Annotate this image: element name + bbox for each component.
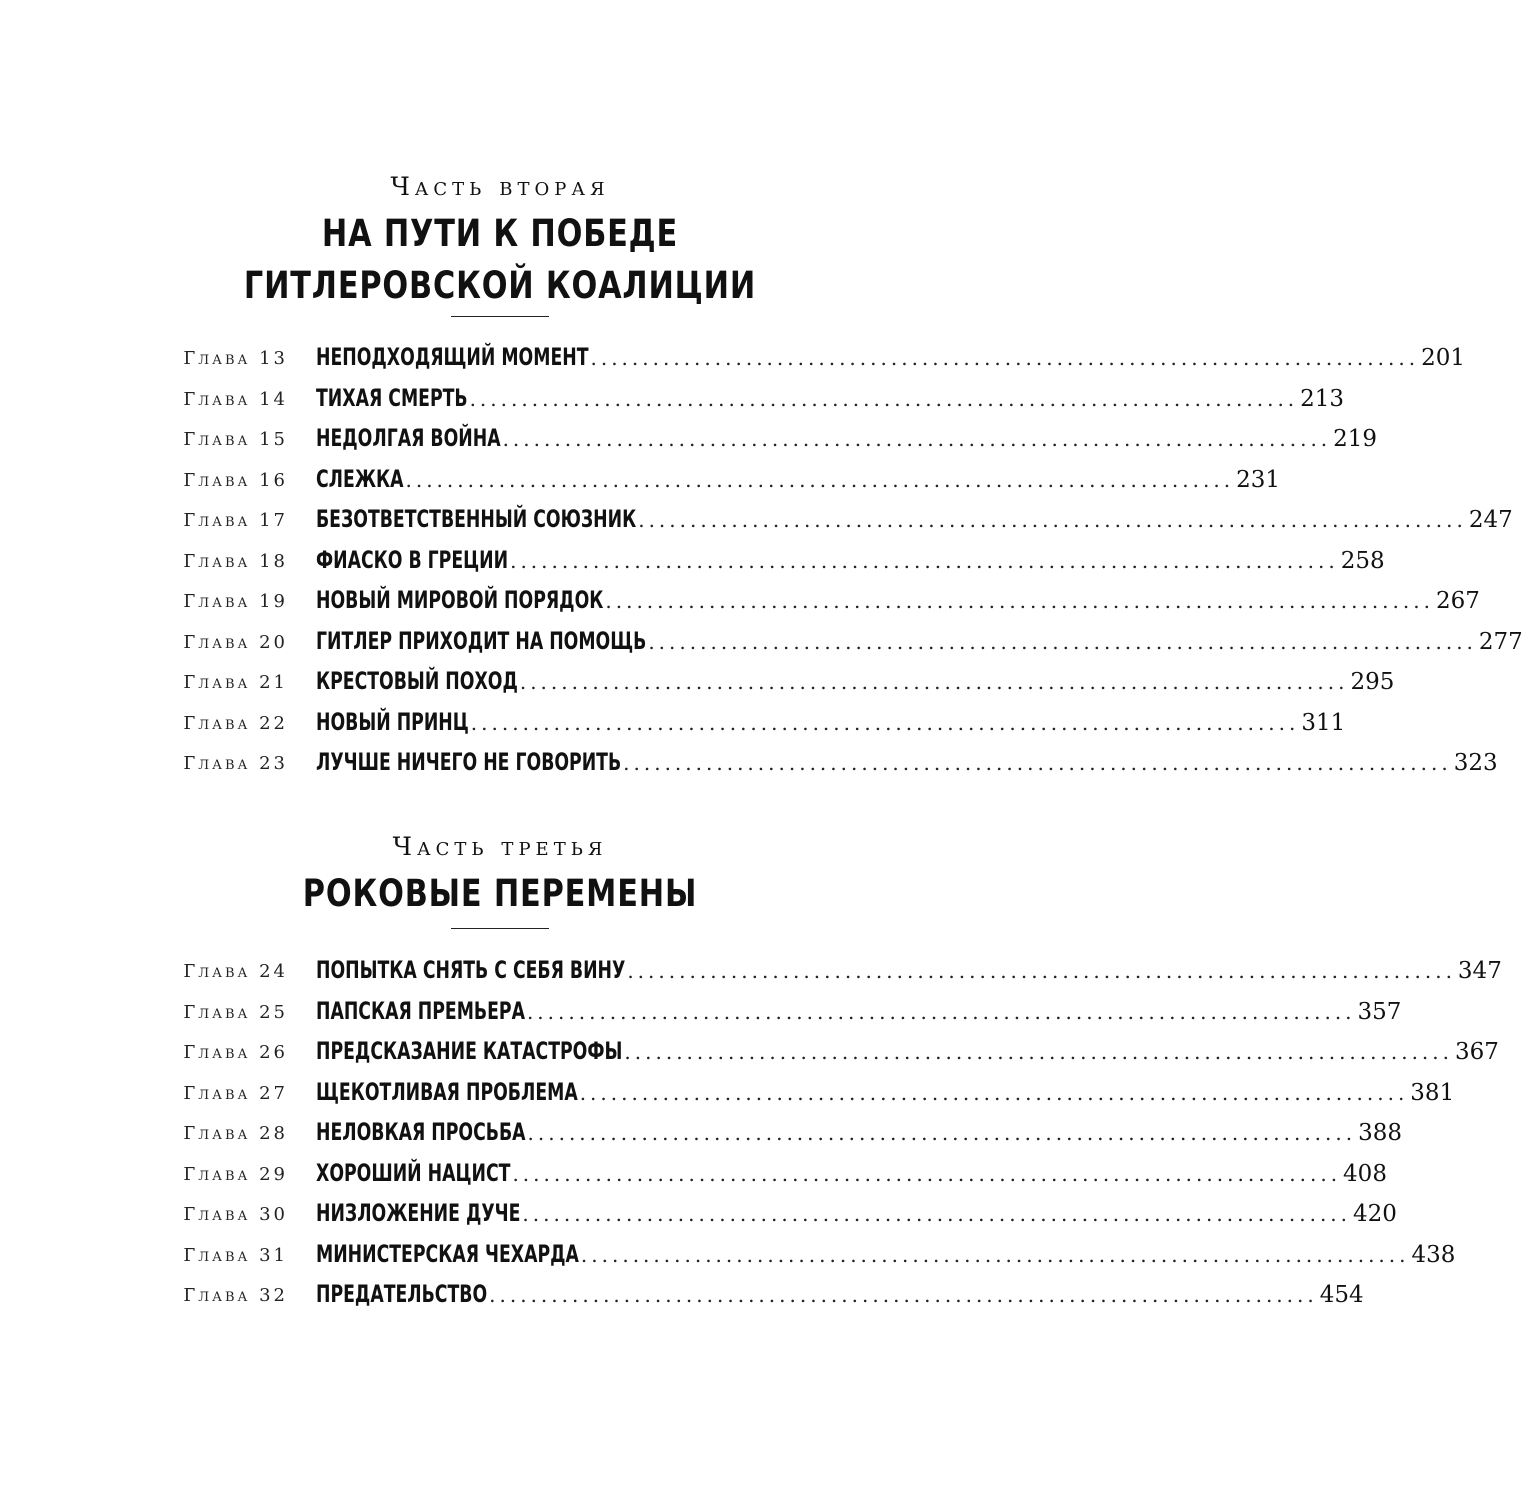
toc-entry xyxy=(0,745,1498,786)
chapter-title-wrap xyxy=(316,1237,579,1271)
page-number: 258 xyxy=(1340,547,1385,574)
chapter-label: Глава 29 xyxy=(183,1163,288,1185)
dot-leader: ................................................................................ xyxy=(605,589,1434,613)
dot-leader: ................................................................................ xyxy=(502,427,1332,451)
chapter-label: Глава 16 xyxy=(183,469,288,491)
chapter-entry xyxy=(316,502,1513,538)
chapter-title: НЕПОДХОДЯЩИЙ МОМЕНТ xyxy=(316,343,589,371)
toc-entry xyxy=(0,1034,1499,1075)
chapter-title: ПРЕДАТЕЛЬСТВО xyxy=(316,1280,488,1308)
toc-entry xyxy=(0,502,1513,543)
section-divider xyxy=(451,928,549,929)
chapter-title: ТИХАЯ СМЕРТЬ xyxy=(316,383,468,412)
chapter-title-wrap xyxy=(316,1196,520,1230)
chapter-title-wrap xyxy=(316,953,625,987)
page-number: 347 xyxy=(1457,958,1502,984)
chapter-title: ЛУЧШЕ НИЧЕГО НЕ ГОВОРИТЬ xyxy=(316,748,622,776)
chapter-entry xyxy=(316,1237,1456,1273)
chapter-label: Глава 23 xyxy=(183,753,288,774)
chapter-title-wrap xyxy=(316,583,603,617)
chapter-entry xyxy=(316,1034,1499,1070)
section-divider xyxy=(451,316,549,317)
chapter-title-wrap xyxy=(316,462,403,496)
chapter-title: НОВЫЙ МИРОВОЙ ПОРЯДОК xyxy=(316,586,604,614)
page-number: 247 xyxy=(1468,507,1513,533)
chapter-entry xyxy=(316,462,1280,498)
chapter-title: НИЗЛОЖЕНИЕ ДУЧЕ xyxy=(316,1199,521,1227)
chapter-entry xyxy=(316,664,1395,700)
chapter-title-wrap xyxy=(316,705,469,739)
dot-leader: ................................................................................ xyxy=(469,386,1299,411)
page-number: 231 xyxy=(1236,466,1280,493)
page-number: 295 xyxy=(1350,669,1395,695)
chapter-title-wrap xyxy=(316,624,646,658)
chapter-title: НЕДОЛГАЯ ВОЙНА xyxy=(316,424,501,452)
part-title-line: НА ПУТИ К ПОБЕДЕ xyxy=(321,212,679,255)
chapter-label: Глава 30 xyxy=(183,1204,288,1225)
chapter-label: Глава 24 xyxy=(183,961,288,982)
chapter-entry xyxy=(316,421,1378,457)
page-number: 454 xyxy=(1319,1282,1364,1308)
chapter-title: ГИТЛЕР ПРИХОДИТ НА ПОМОЩЬ xyxy=(316,626,647,655)
chapter-title: МИНИСТЕРСКАЯ ЧЕХАРДА xyxy=(316,1239,579,1268)
part-title-line: РОКОВЫЕ ПЕРЕМЕНЫ xyxy=(302,872,698,915)
part-header xyxy=(0,172,1000,312)
part-header xyxy=(0,832,1000,920)
chapter-label: Глава 27 xyxy=(183,1082,288,1104)
chapter-title-wrap xyxy=(316,340,588,374)
chapter-label: Глава 22 xyxy=(183,712,288,734)
chapter-title: НОВЫЙ ПРИНЦ xyxy=(316,707,469,736)
dot-leader: ................................................................................ xyxy=(470,710,1300,735)
chapter-title-wrap xyxy=(316,543,508,577)
page-number: 420 xyxy=(1353,1201,1397,1227)
dot-leader: ................................................................................ xyxy=(590,346,1420,370)
toc-entry xyxy=(0,1115,1403,1156)
chapter-label: Глава 15 xyxy=(183,429,288,450)
chapter-entry xyxy=(316,745,1498,781)
page-number: 277 xyxy=(1478,628,1523,655)
toc-entry xyxy=(0,583,1480,624)
dot-leader: ................................................................................ xyxy=(579,1080,1409,1105)
chapter-label: Глава 17 xyxy=(183,510,288,531)
chapter-entry xyxy=(316,1115,1403,1151)
chapter-title: ХОРОШИЙ НАЦИСТ xyxy=(316,1158,511,1187)
chapter-title-wrap xyxy=(316,1034,622,1068)
toc-entry xyxy=(0,994,1402,1035)
chapter-label: Глава 31 xyxy=(183,1244,288,1266)
toc-entry xyxy=(0,340,1465,381)
dot-leader: ................................................................................ xyxy=(519,670,1349,694)
chapter-title: ПОПЫТКА СНЯТЬ С СЕБЯ ВИНУ xyxy=(316,956,626,984)
part-label: Часть третья xyxy=(392,832,608,861)
chapter-title: ПАПСКАЯ ПРЕМЬЕРА xyxy=(316,996,525,1025)
dot-leader: ................................................................................ xyxy=(405,467,1235,492)
chapter-title: БЕЗОТВЕТСТВЕННЫЙ СОЮЗНИК xyxy=(316,505,637,533)
toc-entry xyxy=(0,624,1523,665)
dot-leader: ................................................................................ xyxy=(526,999,1356,1024)
dot-leader: ................................................................................ xyxy=(627,959,1456,983)
dot-leader: ................................................................................ xyxy=(510,548,1339,573)
chapter-entry xyxy=(316,543,1385,579)
chapter-title-wrap xyxy=(316,502,636,536)
table-of-contents xyxy=(0,953,1502,1318)
page-number: 408 xyxy=(1343,1160,1387,1187)
chapter-label: Глава 32 xyxy=(183,1285,288,1306)
chapter-entry xyxy=(316,953,1502,989)
chapter-title-wrap xyxy=(316,1277,487,1311)
page-number: 201 xyxy=(1421,345,1465,371)
chapter-title-wrap xyxy=(316,1115,526,1149)
toc-entry xyxy=(0,1075,1455,1116)
chapter-label: Глава 13 xyxy=(183,348,288,369)
page-number: 357 xyxy=(1357,998,1402,1025)
chapter-entry xyxy=(316,340,1465,376)
chapter-label: Глава 18 xyxy=(183,550,288,572)
dot-leader: ................................................................................ xyxy=(623,751,1452,775)
toc-entry xyxy=(0,421,1378,462)
toc-entry xyxy=(0,1156,1387,1197)
dot-leader: ................................................................................ xyxy=(527,1121,1357,1145)
chapter-label: Глава 21 xyxy=(183,672,288,693)
chapter-entry xyxy=(316,583,1480,619)
dot-leader: ................................................................................ xyxy=(624,1040,1453,1064)
chapter-entry xyxy=(316,994,1402,1030)
chapter-entry xyxy=(316,1277,1364,1313)
chapter-title: ФИАСКО В ГРЕЦИИ xyxy=(316,545,509,574)
part-title xyxy=(90,208,910,312)
page-number: 438 xyxy=(1411,1241,1456,1268)
page-number: 267 xyxy=(1435,588,1480,614)
page-number: 381 xyxy=(1410,1079,1455,1106)
part-title xyxy=(90,868,910,920)
toc-entry xyxy=(0,664,1395,705)
chapter-entry xyxy=(316,381,1345,417)
toc-entry xyxy=(0,953,1502,994)
chapter-label: Глава 19 xyxy=(183,591,288,612)
page-number: 323 xyxy=(1453,750,1498,776)
dot-leader: ................................................................................ xyxy=(522,1202,1352,1226)
page-number: 311 xyxy=(1301,709,1346,736)
toc-entry xyxy=(0,1196,1397,1237)
dot-leader: ................................................................................ xyxy=(638,508,1467,532)
part-title-line: ГИТЛЕРОВСКОЙ КОАЛИЦИИ xyxy=(243,264,757,307)
chapter-title: СЛЕЖКА xyxy=(316,464,404,493)
toc-entry xyxy=(0,1277,1364,1318)
chapter-title-wrap xyxy=(316,994,525,1028)
chapter-title-wrap xyxy=(316,664,518,698)
chapter-title: ЩЕКОТЛИВАЯ ПРОБЛЕМА xyxy=(316,1077,578,1106)
page-number: 213 xyxy=(1300,385,1345,412)
dot-leader: ................................................................................ xyxy=(489,1283,1318,1307)
chapter-label: Глава 14 xyxy=(183,388,288,410)
chapter-entry xyxy=(316,705,1346,741)
chapter-title-wrap xyxy=(316,745,621,779)
chapter-title: ПРЕДСКАЗАНИЕ КАТАСТРОФЫ xyxy=(316,1037,623,1065)
toc-entry xyxy=(0,543,1385,584)
page-number: 388 xyxy=(1358,1120,1403,1146)
toc-entry xyxy=(0,462,1280,503)
chapter-entry xyxy=(316,624,1523,660)
chapter-entry xyxy=(316,1075,1455,1111)
toc-entry xyxy=(0,381,1345,422)
chapter-title-wrap xyxy=(316,1156,510,1190)
toc-entry xyxy=(0,1237,1456,1278)
chapter-label: Глава 28 xyxy=(183,1123,288,1144)
chapter-label: Глава 20 xyxy=(183,631,288,653)
dot-leader: ................................................................................ xyxy=(648,629,1477,654)
chapter-label: Глава 25 xyxy=(183,1001,288,1023)
chapter-title: НЕЛОВКАЯ ПРОСЬБА xyxy=(316,1118,526,1146)
chapter-title: КРЕСТОВЫЙ ПОХОД xyxy=(316,667,518,695)
chapter-entry xyxy=(316,1156,1387,1192)
table-of-contents xyxy=(0,340,1523,786)
chapter-label: Глава 26 xyxy=(183,1042,288,1063)
chapter-entry xyxy=(316,1196,1397,1232)
chapter-title-wrap xyxy=(316,1075,578,1109)
dot-leader: ................................................................................ xyxy=(580,1242,1410,1267)
chapter-title-wrap xyxy=(316,421,501,455)
toc-entry xyxy=(0,705,1346,746)
chapter-title-wrap xyxy=(316,381,468,415)
page-number: 219 xyxy=(1333,426,1378,452)
page-number: 367 xyxy=(1455,1039,1499,1065)
part-label: Часть вторая xyxy=(390,172,610,201)
dot-leader: ................................................................................ xyxy=(512,1161,1342,1186)
